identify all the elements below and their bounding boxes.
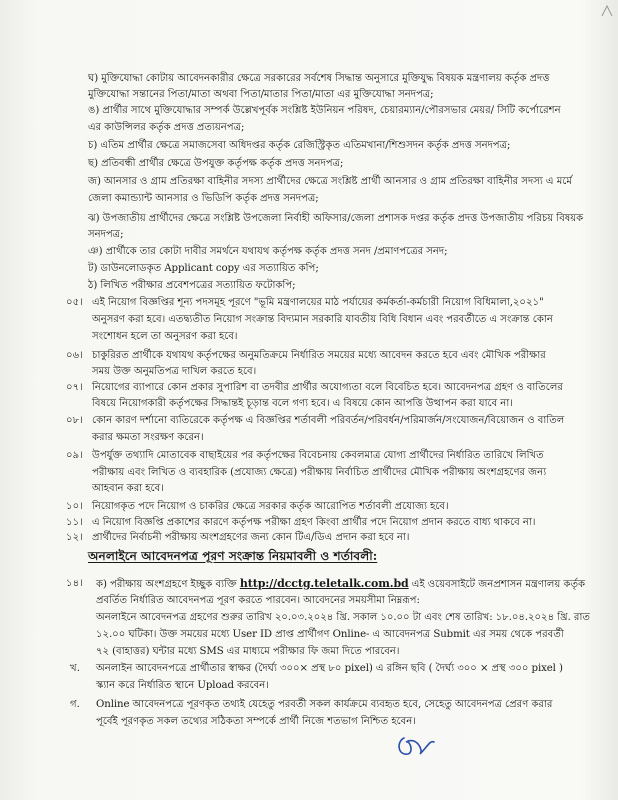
item-number-09: ০৯। <box>66 450 83 461</box>
item-09-line-1: উপর্যুক্ত তথ্যাদি মোতাবেক বাছাইয়ের পর কর্তৃপক্ষের বিবেচনায় কেবলমাত্র যোগ্য প্রার্থীদের নির্ধারিত তারিখে লিখিত <box>92 450 544 461</box>
item-number-11: ১১। <box>66 517 83 528</box>
item-09-line-2: পরীক্ষায় এবং লিখিত ও ব্যবহারিক (প্রযোজ্য ক্ষেত্রে) পরীক্ষায় নির্বাচিত প্রার্থীদের মৌখিক পরীক্ষায় অংশগ্রহণের জন্য <box>92 467 547 478</box>
item-kha-line-2: স্ক্যান করে নির্ধারিত স্থানে Upload করবেন। <box>96 680 269 691</box>
item-number-12: ১২। <box>66 532 83 543</box>
item-08-line-1: কোন কারণ দর্শানো ব্যতিরেকে কর্তৃপক্ষ এ বিজ্ঞপ্তির শর্তাবলী পরিবর্তন/পরিবর্ধন/পরিমার্জন/সংযোজন/বিয়োজন ও বাতিল <box>92 415 565 426</box>
clause-jha-line-2: সনদপত্র; <box>88 229 124 240</box>
item-number-05: ০৫। <box>66 297 83 308</box>
item-12-line-1: প্রার্থীদের নির্বাচনী পরীক্ষায় অংশগ্রহণের জন্য কোন টিএ/ডিএ প্রদান করা হবে না। <box>92 532 410 543</box>
clause-gha-line-1: ঘ) মুক্তিযোদ্ধা কোটায় আবেদনকারীর ক্ষেত্রে সরকারের সর্বশেষ সিদ্ধান্ত অনুসারে মুক্তিযুদ্ধ বিষয়ক মন্ত্রণালয় কর্তৃক প্রদত্ত <box>88 73 550 84</box>
item-number-10: ১০। <box>66 501 83 512</box>
item-14ka-line-3: অনলাইনে আবেদনপত্র গ্রহণের শুরুর তারিখ ২০.০৩.২০২৪ খ্রি. সকাল ১০.০০ টা এবং শেষ তারিখ: ১৮.০৪.২০২৪ খ্রি. রাত <box>96 612 590 623</box>
item-14ka-line-2: প্রবর্তিত নির্ধারিত আবেদনপত্র পূরণ করতে পারবেন। আবেদনের সময়সীমা নিম্নরূপ: <box>96 595 420 606</box>
item-05-line-1: এই নিয়োগ বিজ্ঞপ্তির শূন্য পদসমূহ পূরণে "ভূমি মন্ত্রণালয়ের মাঠ পর্যায়ের কর্মকর্তা-কর্মচারী নিয়োগ বিধিমালা,২০২১" <box>92 297 544 308</box>
signature-icon <box>394 728 438 762</box>
item-number-06: ০৬। <box>66 350 83 361</box>
item-ga-line-2: পূর্বেই পূরণকৃত সকল তথ্যের সঠিকতা সম্পর্কে প্রার্থী নিজে শতভাগ নিশ্চিত হবেন। <box>96 716 416 727</box>
item-07-line-1: নিয়োগের ব্যাপারে কোন প্রকার সুপারিশ বা তদবীর প্রার্থীর অযোগ্যতা বলে বিবেচিত হবে। আবেদনপত্র গ্রহণ ও বাতিলের <box>92 382 563 393</box>
corner-mark-icon <box>600 4 614 18</box>
clause-tha: ঠ) লিখিত পরীক্ষার প্রবেশপত্রের সত্যায়িত ফটোকপি; <box>88 280 296 291</box>
item-07-line-2: বিষয়ে নিয়োগকারী কর্তৃপক্ষের সিদ্ধান্তই চূড়ান্ত বলে গণ্য হবে। এ বিষয়ে কোন আপত্তি উত্থাপন করা যাবে না। <box>92 398 513 409</box>
item-05-line-3: সংশোধন হলে তা অনুসরণ করা হবে। <box>92 331 238 342</box>
item-06-line-1: চাকুরিরত প্রার্থীকে যথাযথ কর্তৃপক্ষের অনুমতিক্রমে নির্ধারিত সময়ের মধ্যে আবেদন করতে হবে এবং মৌখিক পরীক্ষার <box>92 350 546 361</box>
teletalk-url-link[interactable]: http://dcctg.teletalk.com.bd <box>239 577 409 590</box>
item-08-line-2: করার ক্ষমতা সংরক্ষণ করেন। <box>92 432 204 443</box>
clause-ta: ট) ডাউনলোডকৃত Applicant copy এর সত্যায়িত কপি; <box>88 263 319 274</box>
item-ga-line-1: Online আবেদনপত্রে পূরণকৃত তথ্যই যেহেতু পরবর্তী সকল কার্যক্রমে ব্যবহৃত হবে, সেহেতু আবেদনপত্র প্রেরণ করার <box>96 699 553 710</box>
item-09-line-3: আহবান করা হবে। <box>92 483 164 494</box>
item-14ka-line-4: ১২.০০ ঘটিকা। উক্ত সময়ের মধ্যে User ID প্রাপ্ত প্রার্থীগণ Online- এ আবেদনপত্র Submit এর সময় থেকে পরবর্তী <box>96 629 564 640</box>
clause-jha-line-1: ঝ) উপজাতীয় প্রার্থীদের ক্ষেত্রে সংশ্লিষ্ট উপজেলা নির্বাহী অফিসার/জেলা প্রশাসক দপ্তর কর্তৃক প্রদত্ত উপজাতীয় পরিচয় বিষয়ক <box>88 213 584 224</box>
item-14ka-line-5: ৭২ (বাহাত্তর) ঘন্টার মধ্যে SMS এর মাধ্যমে পরীক্ষার ফি জমা দিতে পারবেন। <box>96 646 400 657</box>
item-10-line-1: নিয়োগকৃত পদে নিয়োগ ও চাকরির ক্ষেত্রে সরকার কর্তৃক আরোপিত শর্তাবলী প্রযোজ্য হবে। <box>92 501 449 512</box>
item-kha-label: খ. <box>70 663 80 674</box>
item-11-line-1: এ নিয়োগ বিজ্ঞপ্তি প্রকাশের কারণে কর্তৃপক্ষ পরীক্ষা গ্রহণ কিংবা প্রার্থীর পদে নিয়োগ প্রদান করতে বাধ্য থাকবে না। <box>92 517 536 528</box>
clause-uma-line-2: এর কাউন্সিলর কর্তৃক প্রদত্ত প্রত্যয়নপত্র; <box>88 122 245 133</box>
item-ga-label: গ. <box>70 699 80 710</box>
item-number-14: ১৪। <box>66 578 83 589</box>
clause-ja-line-1: জ) আনসার ও গ্রাম প্রতিরক্ষা বাহিনীর সদস্য প্রার্থীদের ক্ষেত্রে সংশ্লিষ্ট প্রার্থী আনসার ও গ্রাম প্রতিরক্ষা বাহিনীর সদস্য এ মর্মে <box>88 176 572 187</box>
item-number-08: ০৮। <box>66 415 83 426</box>
item-kha-line-1: অনলাইন আবেদনপত্রে প্রার্থীতার স্বাক্ষর (দৈর্ঘ্য ৩০০× প্রস্থ ৮০ pixel) এ রঙ্গিন ছবি ( দৈর্ঘ্য ৩০০ × প্রস্থ ৩০০ pixel ) <box>96 663 563 674</box>
item-14ka-line-1: ক) পরীক্ষায় অংশগ্রহণে ইচ্ছুক ব্যক্তি http://dcctg.teletalk.com.bd এই ওয়েবসাইটে জনপ্রশাসন মন্ত্রণালয় কর্তৃক <box>96 577 586 590</box>
item-number-07: ০৭। <box>66 382 83 393</box>
clause-chha: ছ) প্রতিবন্ধী প্রার্থীর ক্ষেত্রে উপযুক্ত কর্তৃপক্ষ কর্তৃক প্রদত্ত সনদপত্র; <box>88 158 344 169</box>
clause-ja-line-2: জেলা কমান্ড্যান্ট আনসার ও ভিডিপি কর্তৃক প্রদত্ত সনদপত্র; <box>88 193 319 204</box>
clause-nya: ঞ) প্রার্থীকে তার কোটা দাবীর সমর্থনে যথাযথ কর্তৃপক্ষ কর্তৃক প্রদত্ত সনদ /প্রমাণপত্রের সনদ; <box>88 246 448 257</box>
clause-cha: চ) এতিম প্রার্থীর ক্ষেত্রে সমাজসেবা অধিদপ্তর কর্তৃক রেজিস্ট্রিকৃত এতিমখানা/শিশুসদন কর্তৃক প্রদত্ত সনদপত্র; <box>88 140 511 151</box>
clause-uma-line-1: ঙ) প্রার্থীর সাথে মুক্তিযোদ্ধার সম্পর্ক উল্লেখপূর্বক সংশ্লিষ্ট ইউনিয়ন পরিষদ, চেয়ারম্যান/পৌরসভার মেয়র/ সিটি কর্পোরেশন <box>88 105 561 116</box>
item-06-line-2: সময় উক্ত অনুমতিপত্র দাখিল করতে হবে। <box>92 366 257 377</box>
clause-gha-line-2: মুক্তিযোদ্ধা সন্তানের পিতা/মাতা অথবা পিতা/মাতার পিতা/মাতা এর মুক্তিযোদ্ধা সনদপত্র; <box>88 89 434 100</box>
online-application-heading: অনলাইনে আবেদনপত্র পূরণ সংক্রান্ত নিয়মাবলী ও শর্তাবলী: <box>88 549 378 563</box>
item-05-line-2: অনুসরণ করা হবে। এতদ্ব্যতীত নিয়োগ সংক্রান্ত বিদ্যমান সরকারি যাবতীয় বিধি বিধান এবং পরবর্তীতে এ সংক্রান্ত কোন <box>92 314 553 325</box>
